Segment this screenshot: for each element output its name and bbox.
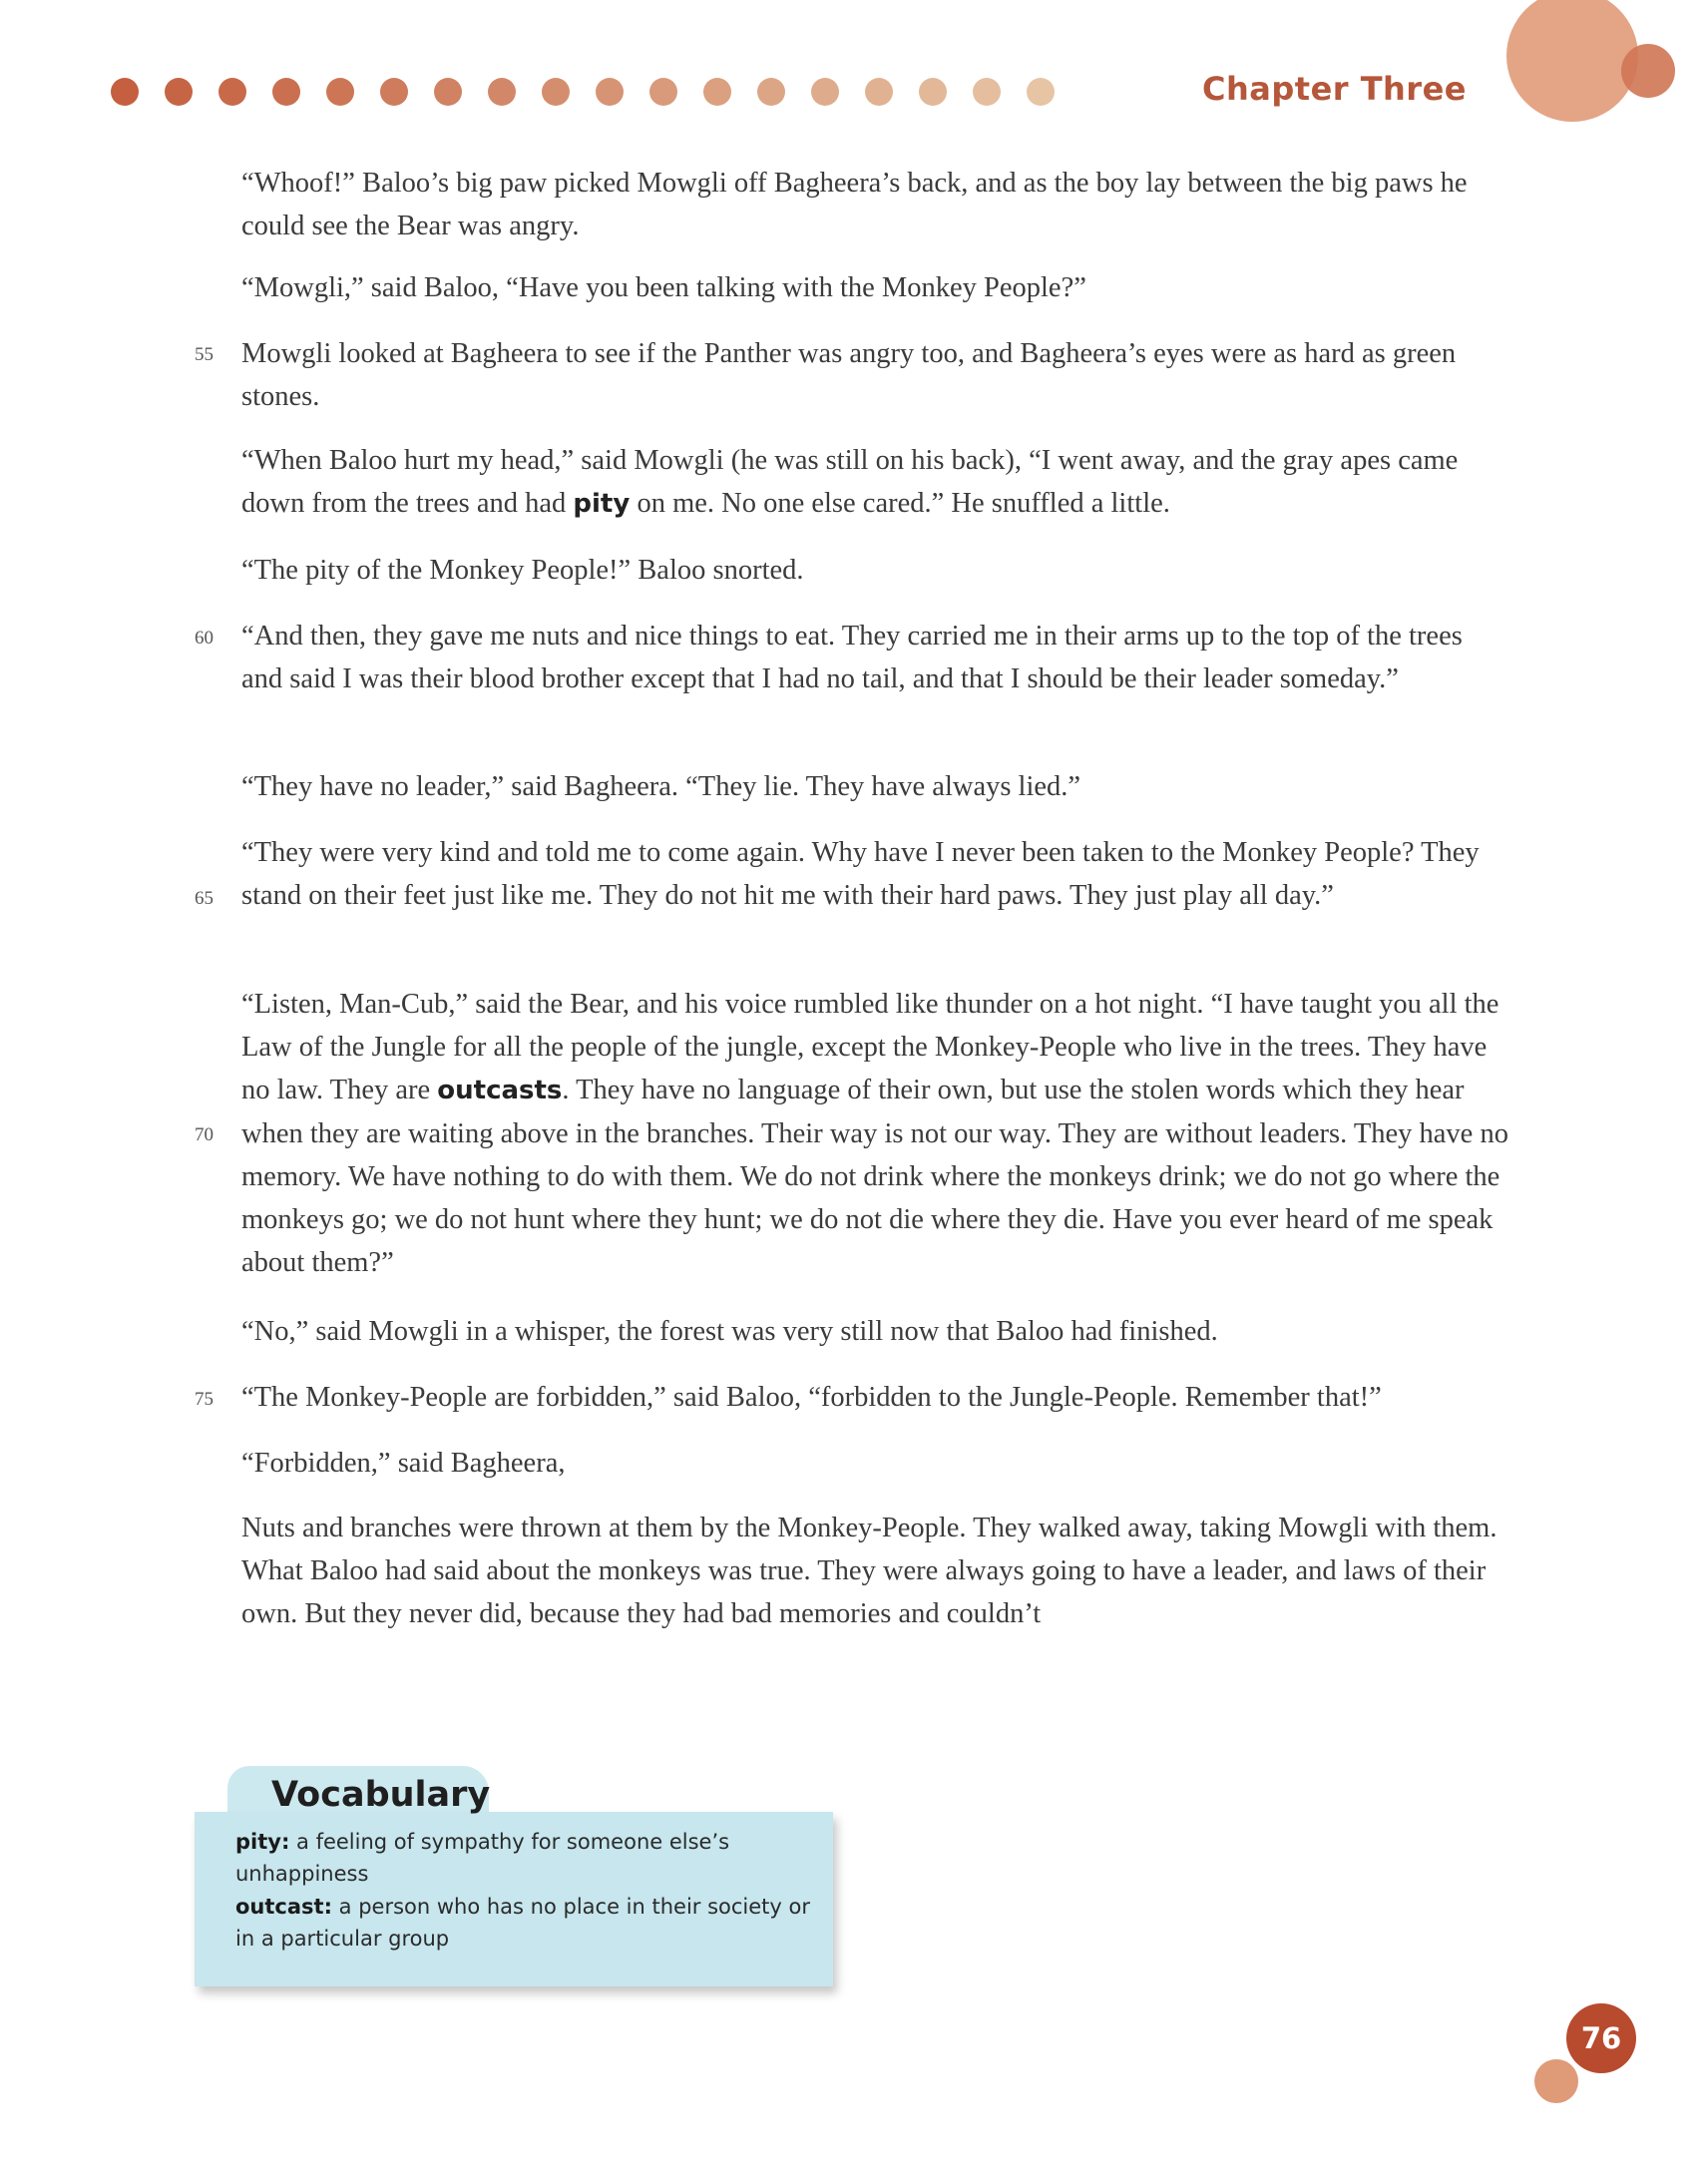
decorative-dot — [380, 78, 408, 106]
text-run: “Listen, Man-Cub,” said the Bear, and his voice rumbled like thunder on a hot night. “I have taught you all the Law of the Jungle for all the people of the jungle, except the Monkey-People who live in the trees. They have no law. They are — [241, 989, 1499, 1105]
vocabulary-term: pity: — [235, 1830, 290, 1854]
paragraph: “No,” said Mowgli in a whisper, the forest was very still now that Baloo had finished. — [241, 1316, 1218, 1347]
decorative-dot — [596, 78, 624, 106]
paragraph: “They were very kind and told me to come again. Why have I never been taken to the Monkey People? They stand on their feet just like me. They do not hit me with their hard paws. They just play all day.” — [241, 837, 1480, 911]
vocabulary-term: outcast: — [235, 1895, 332, 1919]
decorative-circle — [1534, 2059, 1578, 2103]
page-number: 76 — [1580, 2021, 1622, 2055]
decorative-dot — [865, 78, 893, 106]
line-number: 55 — [195, 344, 213, 365]
paragraph: “Forbidden,” said Bagheera, — [241, 1448, 566, 1479]
decorative-dot — [326, 78, 354, 106]
vocabulary-title: Vocabulary — [271, 1775, 491, 1815]
decorative-dot — [165, 78, 193, 106]
decorative-dot — [111, 78, 139, 106]
decorative-dot — [542, 78, 570, 106]
decorative-dot — [218, 78, 246, 106]
paragraph: “Mowgli,” said Baloo, “Have you been talking with the Monkey People?” — [241, 272, 1086, 303]
paragraph — [241, 983, 1508, 1284]
page-number-badge — [1566, 2003, 1636, 2073]
decorative-dot — [1027, 78, 1055, 106]
paragraph — [241, 439, 1508, 526]
paragraph: “The Monkey-People are forbidden,” said Baloo, “forbidden to the Jungle-People. Remember that!” — [241, 1382, 1382, 1413]
chapter-title: Chapter Three — [1202, 70, 1467, 108]
decorative-dot — [973, 78, 1001, 106]
text-run: . They have no language of their own, but use the stolen words which they hear when they are waiting above in the branches. Their way is not our way. They are without leaders. They have no memory. We have nothing to do with them. We do not drink where the monkeys drink; we do not go where the monkeys go; we do not hunt where they hunt; we do not die where they die. Have you ever heard of me speak about them?” — [241, 1075, 1508, 1278]
paragraph: Nuts and branches were thrown at them by the Monkey-People. They walked away, taking Mowgli with them. What Baloo had said about the monkeys was true. They were always going to have a leader, and laws of their own. But they never did, because they had bad memories and couldn’t — [241, 1513, 1497, 1629]
line-number: 75 — [195, 1389, 213, 1410]
decorative-dot — [272, 78, 300, 106]
decorative-circle-small — [1621, 44, 1675, 98]
decorative-circle-large — [1506, 0, 1638, 122]
vocabulary-entry — [235, 1891, 834, 1955]
vocabulary-entry — [235, 1826, 834, 1890]
paragraph: “The pity of the Monkey People!” Baloo snorted. — [241, 555, 804, 586]
vocab-term-pity: pity — [573, 489, 631, 519]
decorative-dot — [434, 78, 462, 106]
decorative-dot — [919, 78, 947, 106]
paragraph: “And then, they gave me nuts and nice things to eat. They carried me in their arms up to the top of the trees and said I was their blood brother except that I had no tail, and that I should be their leader someday.” — [241, 621, 1463, 694]
text-run: on me. No one else cared.” He snuffled a little. — [630, 488, 1170, 519]
line-number: 60 — [195, 628, 213, 649]
text-run: “When Baloo hurt my head,” said Mowgli (he was still on his back), “I went away, and the gray apes came down from the trees and had — [241, 445, 1459, 519]
line-number: 70 — [195, 1124, 213, 1145]
paragraph: Mowgli looked at Bagheera to see if the Panther was angry too, and Bagheera’s eyes were as hard as green stones. — [241, 338, 1457, 412]
paragraph: “Whoof!” Baloo’s big paw picked Mowgli off Bagheera’s back, and as the boy lay between the big paws he could see the Bear was angry. — [241, 168, 1468, 241]
paragraph: “They have no leader,” said Bagheera. “They lie. They have always lied.” — [241, 771, 1081, 802]
vocabulary-definition: a person who has no place in their society or in a particular group — [235, 1895, 811, 1951]
decorative-dot — [488, 78, 516, 106]
vocab-term-outcasts: outcasts — [437, 1076, 563, 1105]
line-number: 65 — [195, 888, 213, 909]
decorative-dot — [811, 78, 839, 106]
vocabulary-definition: a feeling of sympathy for someone else’s unhappiness — [235, 1830, 730, 1886]
decorative-dot — [757, 78, 785, 106]
decorative-dot — [703, 78, 731, 106]
decorative-dot — [649, 78, 677, 106]
